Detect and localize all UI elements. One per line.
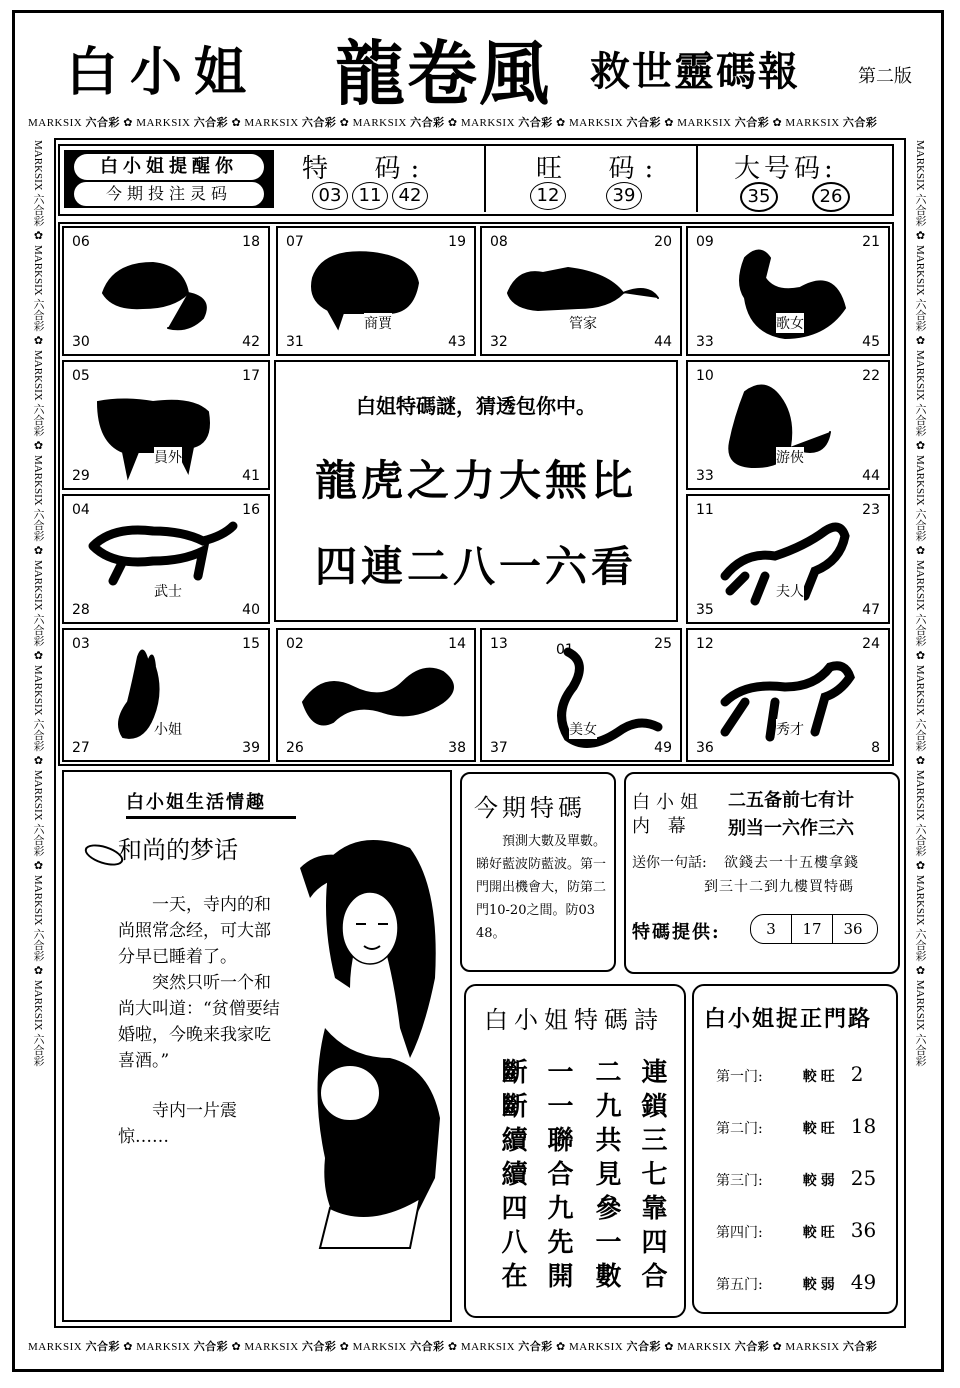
- menlu-value: 2: [850, 1062, 864, 1086]
- zodiac-label: 美女: [569, 719, 597, 739]
- zodiac-number: 14: [448, 636, 466, 652]
- te-ma-ball: 42: [392, 182, 428, 210]
- tips-line1: 白小姐提醒你: [74, 154, 264, 180]
- zodiac-label: 員外: [154, 447, 182, 467]
- zodiac-cell: [480, 628, 682, 762]
- zodiac-number: 08: [490, 234, 508, 250]
- zodiac-number: 26: [286, 740, 304, 756]
- zodiac-cell: [686, 360, 890, 490]
- poem-column: 斷斷續續四八在: [497, 1058, 527, 1296]
- zodiac-number: 44: [654, 334, 672, 350]
- riddle-line2: 龍虎之力大無比: [314, 456, 637, 505]
- zodiac-number: 16: [242, 502, 260, 518]
- big-number-ball: 26: [812, 182, 850, 212]
- zodiac-number: 28: [72, 602, 90, 618]
- big-number-ball: 35: [740, 182, 778, 212]
- zodiac-number: 10: [696, 368, 714, 384]
- saying-line-2: 到三十二到九樓買特碼: [704, 879, 854, 895]
- menlu-door: 第四门:: [716, 1225, 763, 1241]
- header-name: 白小姐: [66, 43, 259, 103]
- menlu-door: 第一门:: [716, 1069, 763, 1085]
- zodiac-number: 49: [654, 740, 672, 756]
- poem-column: 連鎖三七靠四合: [637, 1058, 667, 1296]
- zodiac-number: 33: [696, 468, 714, 484]
- zodiac-number: 19: [448, 234, 466, 250]
- story-paragraph-1: 一天，寺内的和尚照常念经，可大部分早已睡着了。: [118, 895, 271, 967]
- rat-icon: [83, 238, 253, 348]
- zodiac-number: 25: [654, 636, 672, 652]
- zodiac-number: 02: [286, 636, 304, 652]
- provide-balls: [750, 914, 878, 944]
- te-ma-section: [290, 146, 486, 212]
- menlu-row: [716, 1166, 876, 1190]
- menlu-value: 18: [850, 1114, 877, 1138]
- menlu-keyword: 較旺: [802, 1069, 839, 1085]
- menlu-row: [716, 1270, 876, 1294]
- zodiac-number: 07: [286, 234, 304, 250]
- zodiac-number: 39: [242, 740, 260, 756]
- special-heading: 今期特碼: [474, 794, 586, 822]
- inside-line-1: 二五备前七有计: [728, 790, 854, 811]
- wang-ma-ball: 39: [606, 182, 642, 210]
- te-ma-label: 特 码:: [302, 154, 430, 184]
- poem-heading: 白小姐特碼詩: [484, 1006, 664, 1034]
- zodiac-number: 23: [862, 502, 880, 518]
- menlu-door: 第二门:: [716, 1121, 763, 1137]
- riddle-panel: [274, 360, 678, 622]
- zodiac-cell: [686, 226, 890, 356]
- zodiac-number: 06: [72, 234, 90, 250]
- menlu-heading: 白小姐捉正門路: [704, 1006, 873, 1032]
- zodiac-number: 47: [862, 602, 880, 618]
- zodiac-number: 30: [72, 334, 90, 350]
- big-number-section: [700, 146, 890, 212]
- zodiac-number: 05: [72, 368, 90, 384]
- zodiac-cell: [480, 226, 682, 356]
- zodiac-number: 11: [696, 502, 714, 518]
- wang-ma-ball: 12: [530, 182, 566, 210]
- zodiac-number: 04: [72, 502, 90, 518]
- watermark-left: MARKSIX 六合彩 ✿ MARKSIX 六合彩 ✿ MARKSIX 六合彩 ✿ MARKSIX 六合彩 ✿ MARKSIX 六合彩 ✿ MARKSIX 六合彩 ✿ MARKSIX 六合彩 ✿ MARKSIX 六合彩 ✿ MARKSIX 六合彩: [32, 140, 44, 1067]
- zodiac-number: 35: [696, 602, 714, 618]
- special-text: 預測大數及單數。睇好藍波防藍波。第一門開出機會大，防第二門10-20之間。防03 48。: [476, 834, 607, 941]
- zodiac-number: 32: [490, 334, 508, 350]
- zodiac-number: 29: [72, 468, 90, 484]
- menlu-door: 第五门:: [716, 1277, 763, 1293]
- zodiac-number: 37: [490, 740, 508, 756]
- zodiac-number: 38: [448, 740, 466, 756]
- zodiac-cell: [62, 360, 270, 490]
- zodiac-number: 22: [862, 368, 880, 384]
- zodiac-cell: [686, 628, 890, 762]
- zodiac-label: 管家: [569, 313, 597, 333]
- zodiac-label: 游俠: [776, 447, 804, 467]
- inside-label-2: 内 幕: [632, 816, 692, 837]
- zodiac-number: 24: [862, 636, 880, 652]
- saying-label: 送你一句話:: [632, 855, 707, 871]
- zodiac-cell: [62, 226, 270, 356]
- zodiac-label: 武士: [154, 581, 182, 601]
- poem-column: 一一聯合九先開: [543, 1058, 573, 1296]
- watermark-bottom: MARKSIX 六合彩 ✿ MARKSIX 六合彩 ✿ MARKSIX 六合彩 ✿ MARKSIX 六合彩 ✿ MARKSIX 六合彩 ✿ MARKSIX 六合彩 ✿ MARKSIX 六合彩 ✿ MARKSIX 六合彩: [28, 1340, 878, 1353]
- zodiac-number: 12: [696, 636, 714, 652]
- zodiac-number: 21: [862, 234, 880, 250]
- zodiac-label: 歌女: [776, 313, 804, 333]
- header-title: 龍卷風: [335, 33, 551, 115]
- menlu-row: [716, 1062, 863, 1086]
- zodiac-number: 15: [242, 636, 260, 652]
- provide-number: 17: [792, 915, 833, 943]
- zodiac-number: 36: [696, 740, 714, 756]
- menlu-keyword: 較旺: [802, 1121, 839, 1137]
- zodiac-cell: [276, 226, 476, 356]
- zodiac-cell: [686, 494, 890, 624]
- wang-ma-balls: [530, 182, 646, 210]
- provide-number: 3: [751, 915, 792, 943]
- big-number-balls: [740, 182, 854, 212]
- header-subtitle: 救世靈碼報: [590, 48, 800, 95]
- menlu-value: 36: [850, 1218, 877, 1242]
- menlu-keyword: 較旺: [802, 1225, 839, 1241]
- zodiac-number: 03: [72, 636, 90, 652]
- zodiac-cell: [62, 628, 270, 762]
- menlu-value: 49: [850, 1270, 877, 1294]
- provide-label: 特碼提供:: [632, 922, 721, 943]
- dragon-icon: [293, 642, 463, 752]
- te-ma-balls: [312, 182, 432, 210]
- zodiac-number: 31: [286, 334, 304, 350]
- zodiac-label: 小姐: [154, 719, 182, 739]
- menlu-panel: [692, 984, 898, 1314]
- zodiac-number: 18: [242, 234, 260, 250]
- menlu-row: [716, 1114, 876, 1138]
- wang-ma-section: [490, 146, 698, 212]
- riddle-line3: 四連二八一六看: [314, 542, 637, 591]
- tips-reminder: [64, 150, 274, 208]
- menlu-door: 第三门:: [716, 1173, 763, 1189]
- zodiac-number: 40: [242, 602, 260, 618]
- zodiac-number: 44: [862, 468, 880, 484]
- zodiac-number: 42: [242, 334, 260, 350]
- zodiac-number: 01: [556, 642, 574, 658]
- inside-line-2: 别当一六作三六: [728, 818, 854, 839]
- zodiac-cell: [62, 494, 270, 624]
- zodiac-number: 13: [490, 636, 508, 652]
- zodiac-label: 夫人: [776, 581, 804, 601]
- menlu-value: 25: [850, 1166, 877, 1190]
- menlu-keyword: 較弱: [802, 1277, 839, 1293]
- menlu-row: [716, 1218, 876, 1242]
- watermark-top: MARKSIX 六合彩 ✿ MARKSIX 六合彩 ✿ MARKSIX 六合彩 ✿ MARKSIX 六合彩 ✿ MARKSIX 六合彩 ✿ MARKSIX 六合彩 ✿ MARKSIX 六合彩 ✿ MARKSIX 六合彩: [28, 116, 878, 129]
- zodiac-number: 41: [242, 468, 260, 484]
- riddle-line1: 白姐特碼謎，猜透包你中。: [356, 394, 596, 418]
- saying-line-1: 欲錢去一十五樓拿錢: [724, 855, 859, 871]
- woman-photo: [290, 828, 450, 1258]
- zodiac-number: 17: [242, 368, 260, 384]
- story-paragraph-3: 寺内一片震惊……: [118, 1101, 237, 1147]
- story-title: 和尚的梦话: [118, 836, 238, 864]
- zodiac-label: 商賈: [364, 313, 392, 333]
- zodiac-label: 秀才: [776, 719, 804, 739]
- zodiac-number: 27: [72, 740, 90, 756]
- tips-line2: 今期投注灵码: [74, 182, 264, 206]
- poem-column: 二九共見參一數: [591, 1058, 621, 1296]
- inside-label-1: 白小姐: [632, 792, 704, 813]
- te-ma-ball: 03: [312, 182, 348, 210]
- zodiac-number: 09: [696, 234, 714, 250]
- header-edition: 第二版: [858, 66, 912, 87]
- te-ma-ball: 11: [352, 182, 388, 210]
- wang-ma-label: 旺 码:: [536, 154, 664, 184]
- story-paragraph-2: 突然只听一个和尚大叫道：“贫僧要结婚啦，今晚来我家吃喜酒。”: [118, 973, 280, 1071]
- menlu-keyword: 較弱: [802, 1173, 839, 1189]
- big-number-label: 大号码:: [734, 154, 837, 184]
- zodiac-cell: [276, 628, 476, 762]
- zodiac-number: 45: [862, 334, 880, 350]
- zodiac-number: 8: [871, 740, 880, 756]
- zodiac-number: 43: [448, 334, 466, 350]
- life-heading: 白小姐生活情趣: [126, 788, 296, 819]
- zodiac-number: 33: [696, 334, 714, 350]
- watermark-right: MARKSIX 六合彩 ✿ MARKSIX 六合彩 ✿ MARKSIX 六合彩 ✿ MARKSIX 六合彩 ✿ MARKSIX 六合彩 ✿ MARKSIX 六合彩 ✿ MARKSIX 六合彩 ✿ MARKSIX 六合彩 ✿ MARKSIX 六合彩: [914, 140, 926, 1067]
- provide-number: 36: [843, 920, 863, 938]
- zodiac-number: 20: [654, 234, 672, 250]
